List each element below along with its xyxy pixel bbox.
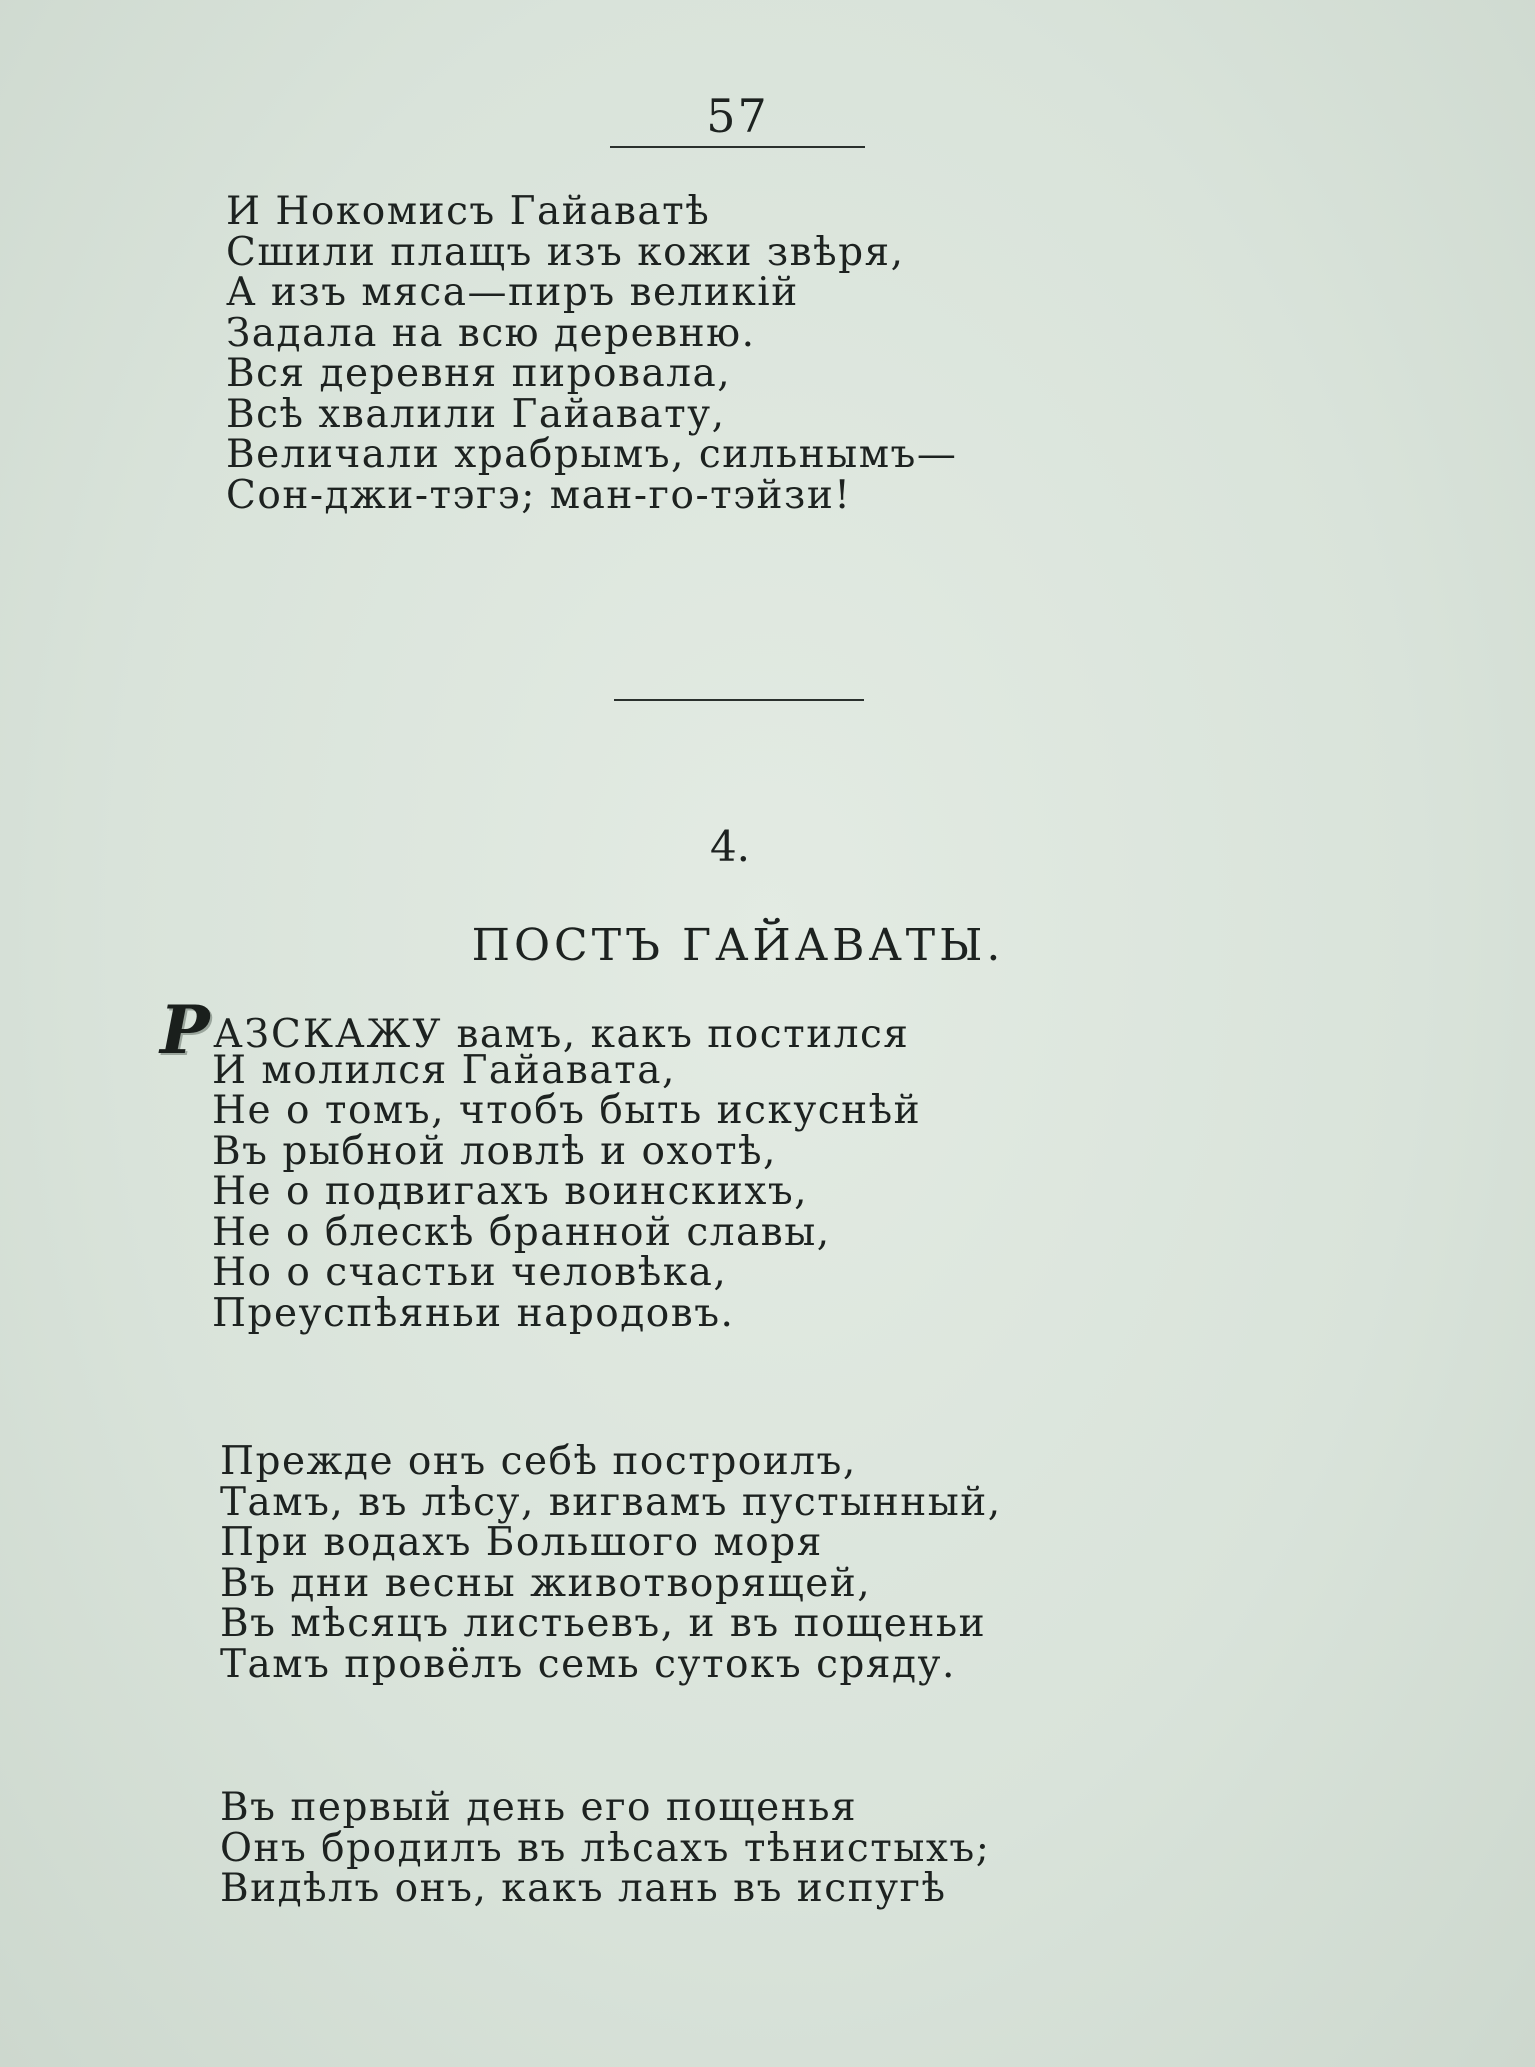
- verse-line: Въ дни весны животворящей,: [220, 1560, 872, 1606]
- page-number: 57: [706, 89, 769, 143]
- page-header: [610, 88, 865, 148]
- verse-line-first: [160, 991, 921, 1069]
- verse-line: Онъ бродилъ въ лѣсахъ тѣнистыхъ;: [220, 1825, 991, 1871]
- first-line-rest: вамъ, какъ постился: [442, 1012, 910, 1057]
- verse-line: Прежде онъ себѣ построилъ,: [220, 1439, 857, 1484]
- drop-cap: Р: [160, 991, 212, 1069]
- verse-line: Не о томъ, чтобъ быть искуснѣй: [212, 1088, 922, 1133]
- verse-line: Въ мѣсяцъ листьевъ, и въ пощеньи: [220, 1601, 987, 1646]
- verse-line: Преуспѣяньи народовъ.: [212, 1290, 735, 1336]
- stanza-3: [220, 1439, 1002, 1687]
- verse-line: И молился Гайавата,: [212, 1047, 676, 1093]
- verse-line: Но о счастьи человѣка,: [212, 1250, 728, 1295]
- verse-line: Не о подвигахъ воинскихъ,: [212, 1169, 809, 1214]
- verse-line: При водахъ Большого моря: [220, 1520, 823, 1565]
- verse-line: Видѣлъ онъ, какъ лань въ испугѣ: [220, 1866, 947, 1911]
- verse-line: Величали храбрымъ, сильнымъ—: [226, 432, 958, 477]
- verse-line: Въ рыбной ловлѣ и охотѣ,: [212, 1128, 777, 1174]
- verse-line: Сшили плащъ изъ кожи звѣря,: [226, 229, 905, 275]
- stanza-2: [160, 991, 922, 1336]
- chapter-number: 4.: [709, 822, 751, 871]
- verse-line: А изъ мяса—пиръ великій: [226, 270, 799, 315]
- stanza-4: [220, 1785, 991, 1911]
- stanza-1: [226, 189, 958, 518]
- verse-line: Тамъ провёлъ семь сутокъ сряду.: [220, 1641, 956, 1687]
- header-rule: [610, 146, 865, 148]
- verse-line: И Нокомисъ Гайаватѣ: [226, 189, 711, 234]
- verse-line: Въ первый день его пощенья: [220, 1785, 858, 1830]
- section-separator: [614, 699, 864, 701]
- verse-line: Тамъ, въ лѣсу, вигвамъ пустынный,: [220, 1479, 1002, 1525]
- chapter-title: ПОСТЪ ГАЙАВАТЫ.: [471, 920, 1005, 971]
- verse-line: Вся деревня пировала,: [226, 351, 732, 396]
- verse-line: Всѣ хвалили Гайавату,: [226, 391, 726, 437]
- verse-line: Задала на всю деревню.: [226, 310, 756, 356]
- verse-line: Не о блескѣ бранной славы,: [212, 1209, 831, 1255]
- first-word-caps: АЗСКАЖУ: [213, 1012, 443, 1057]
- verse-line: Сон-джи-тэгэ; ман-го-тэйзи!: [226, 472, 852, 518]
